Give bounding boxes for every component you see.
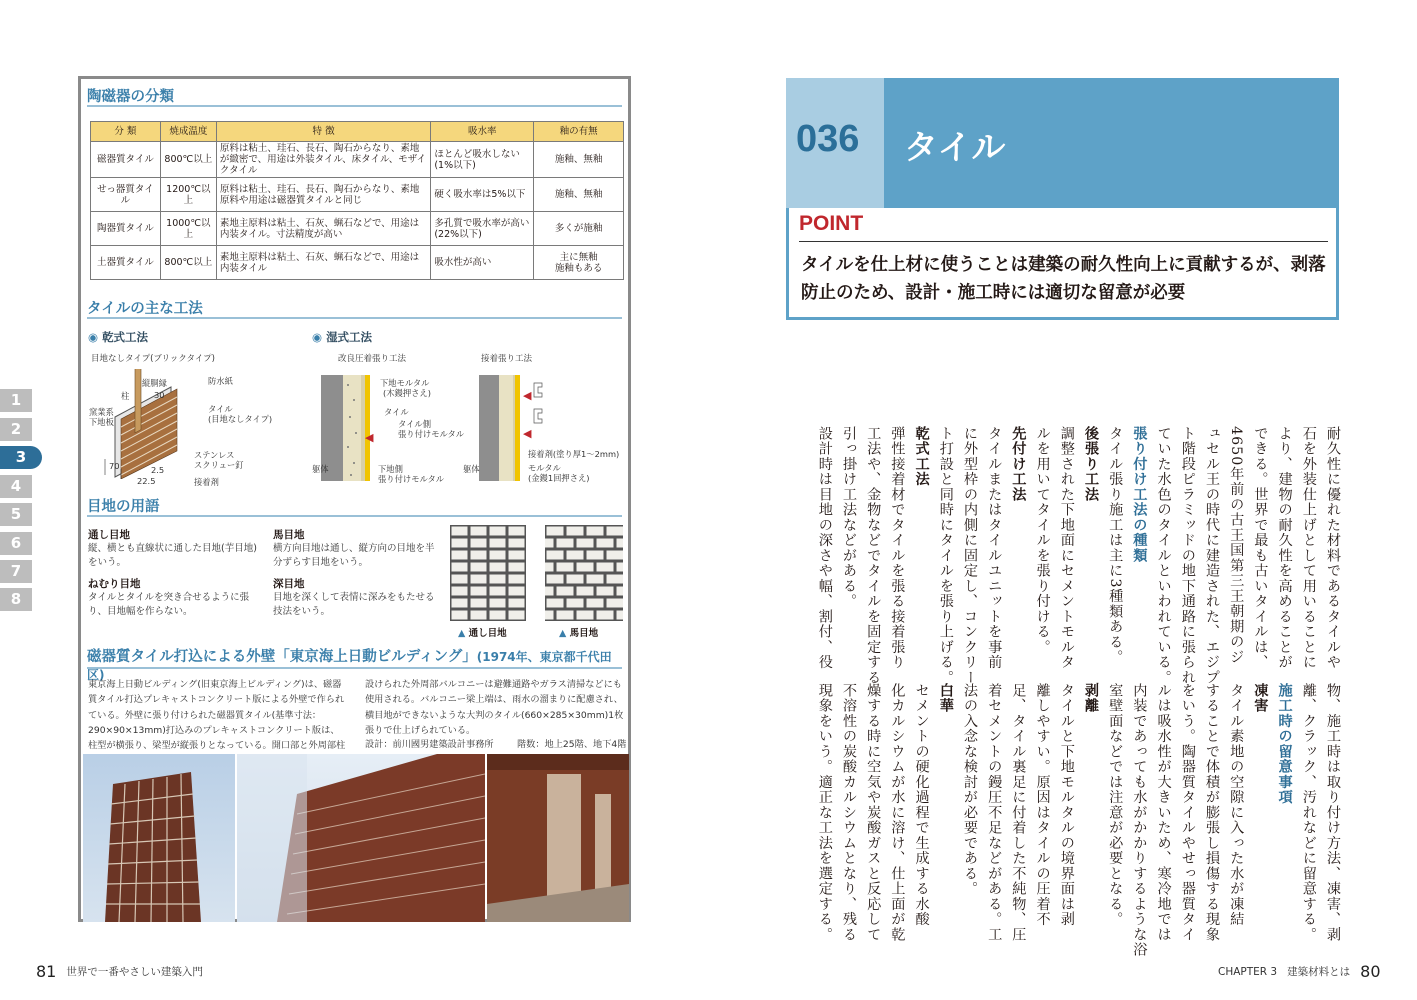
table-cell: 素地主原料は粘土、石灰、蝋石などで、用途は内装タイル。寸法精度が高い (216, 212, 431, 246)
annotation: 窯業系 (89, 407, 114, 417)
section-title-box (786, 78, 1339, 208)
annotation: 30 (154, 390, 165, 400)
joints-heading (87, 495, 622, 517)
text-column: 設計時は目地の深さや幅、割付、役 (816, 426, 833, 670)
annotation: 張り付けモルタル (398, 429, 465, 439)
straight-joint-caption (458, 625, 507, 639)
annotation: 柱 (121, 391, 130, 401)
annotation: タイル側 (398, 419, 432, 429)
text-column: 耐久性に優れた材料であるタイルや (1325, 426, 1341, 670)
text-column: ュセル王の時代に建造された、エジプ (1204, 426, 1220, 686)
annotation: 躯体 (312, 464, 329, 474)
text-column: 室壁面などでは注意が必要となる。 (1107, 683, 1124, 927)
term-title: 通し目地 (88, 529, 130, 541)
text-column: 燥する時に空気や炭酸ガスと反応して (865, 683, 882, 943)
dry-method-caption: 目地なしタイプ(ブリックタイプ) (91, 354, 215, 364)
annotation: スクリュー釘 (194, 460, 244, 470)
wet-method-caption-right: 接着張り工法 (481, 354, 533, 364)
text-column: 工法や、金物などでタイルを固定する (865, 426, 882, 686)
classification-heading-text: 陶磁器の分類 (87, 89, 174, 105)
bullet-icon: ◉ (88, 330, 99, 344)
building-heading-text: 磁器質タイル打込による外壁「東京海上日動ビルディング」 (87, 649, 477, 665)
wet-method-label (312, 329, 372, 345)
text-column: 石を外装仕上げとして用いることに (1300, 426, 1317, 670)
text-column: 不溶性の炭酸カルシウムとなり、残る (841, 683, 857, 943)
building-heading-sub: (1974年、東京都千代田区) (87, 650, 612, 682)
table-row (91, 212, 624, 246)
text-column: タイル張り施工は主に3種類ある。 (1107, 426, 1124, 665)
point-label: POINT (799, 212, 864, 235)
section-number: 036 (796, 118, 860, 160)
text-column: できる。世界で最も古いタイルは、 (1252, 426, 1269, 670)
building-floors: 階数：地上25階、地下4階 (517, 739, 627, 750)
table-header-cell: 分 類 (91, 122, 161, 142)
annotation: 接着剤(塗り厚1～2mm) (528, 449, 620, 459)
text-column: ていた水色のタイルといわれている。 (1155, 426, 1172, 686)
table-cell: 800℃以上 (160, 246, 216, 280)
wet-method-caption-left: 改良圧着張り工法 (338, 354, 407, 364)
classification-table (90, 121, 624, 280)
subheading: 施工時の留意事項 (1276, 683, 1293, 805)
term-title: 馬目地 (273, 529, 305, 541)
classification-heading (87, 85, 622, 107)
annotation: ステンレス (194, 450, 235, 460)
subheading: 乾式工法 (913, 426, 930, 487)
chapter-tab-1[interactable]: 1 (0, 389, 32, 412)
facade-illustration (237, 754, 485, 922)
table-cell: 硬く吸水率は5%以下 (431, 178, 534, 212)
section-title: タイル (904, 128, 1006, 168)
annotation: 22.5 (137, 476, 156, 486)
text-column: 離しやすい。原因はタイルの圧着不 (1034, 683, 1051, 927)
text-column: 引っ掛け工法などがある。 (841, 426, 857, 609)
annotation: 縦胴縁 (142, 378, 167, 388)
building-photo-3 (487, 754, 629, 922)
point-box (786, 208, 1339, 320)
annotation: モルタル (528, 463, 561, 473)
term-title: ねむり目地 (88, 578, 141, 590)
point-text: タイルを仕上材に使うことは建築の耐久性向上に貢献するが、剥落防止のため、設計・施工時には適切な留意が必要 (801, 255, 1326, 303)
annotation: 下地板 (89, 417, 114, 427)
term-desc: 横方向目地は通し、縦方向の目地を半分ずらす目地をいう。 (273, 543, 435, 568)
chapter-tab-3[interactable]: 3 (0, 446, 42, 469)
chapter-tab-6[interactable]: 6 (0, 532, 32, 555)
text-column: することで体積が膨張し損傷する現象 (1204, 683, 1220, 943)
chapter-tab-5[interactable]: 5 (0, 503, 32, 526)
running-bond-caption (559, 625, 598, 639)
text-column: 4650年前の古王国第三王朝期のジ (1228, 426, 1245, 665)
table-header-cell: 焼成温度 (160, 122, 216, 142)
term-desc: タイルとタイルを突き合せるように張り、目地幅を作らない。 (88, 592, 250, 617)
annotation: (目地なしタイプ) (208, 414, 273, 424)
caption-text: 馬目地 (569, 628, 599, 639)
table-cell: 1000℃以上 (160, 212, 216, 246)
annotation: タイル (208, 404, 233, 414)
straight-joint-pattern (450, 525, 526, 621)
building-text-col2: 設けられた外周部バルコニーは避難通路やガラス清掃などにも使用される。バルコニー梁上端は、雨水の溜まりに配慮され、横目地ができないような大判のタイル(660×285×30mm)1枚張りで仕上げられている。 (365, 679, 624, 736)
text-column: ト打設と同時にタイルを張り上げる。 (937, 426, 954, 686)
annotation: 躯体 (463, 464, 480, 474)
text-column: 調整された下地面にセメントモルタ (1058, 426, 1075, 670)
chapter-label: CHAPTER 3 (1218, 966, 1278, 978)
annotation: タイル (384, 407, 409, 417)
tower-illustration (83, 754, 235, 922)
chapter-tab-8[interactable]: 8 (0, 588, 32, 611)
text-column: をいう。陶器質タイルやせっ器質タイ (1179, 683, 1196, 943)
methods-heading-text: タイルの主な工法 (87, 301, 203, 317)
text-column: ト階段ピラミッドの地下通路に張られ (1179, 426, 1196, 686)
text-column: ルを用いてタイルを張り付ける。 (1034, 426, 1051, 655)
subheading: 白華 (937, 683, 954, 714)
building-heading (87, 645, 622, 682)
chapter-tab-4[interactable]: 4 (0, 475, 32, 498)
text-column: 内装であっても水がかかりするような浴 (1131, 683, 1148, 958)
red-arrow-icon: ◀ (365, 431, 374, 444)
subheading: 剥離 (1083, 683, 1099, 714)
annotation: 接着剤 (194, 477, 219, 487)
dry-method-label-text: 乾式工法 (102, 330, 149, 344)
table-cell: 多孔質で吸水率が高い(22%以下) (431, 212, 534, 246)
table-header-row (91, 122, 624, 142)
subheading: 張り付け工法の種類 (1131, 426, 1148, 564)
table-cell: 陶器質タイル (91, 212, 161, 246)
improved-press-diagram (321, 375, 381, 485)
subheading: 先付け工法 (1010, 426, 1027, 503)
table-header-cell: 釉の有無 (534, 122, 624, 142)
table-cell: 800℃以上 (160, 142, 216, 178)
page-number: 81 (36, 962, 57, 981)
annotation: (木鏝押さえ) (383, 388, 431, 398)
table-cell: 施釉、無釉 (534, 178, 624, 212)
text-column: ルは吸水性が大きいため、寒冷地では (1155, 683, 1172, 943)
table-row (91, 246, 624, 280)
chapter-tab-2[interactable]: 2 (0, 418, 32, 441)
term-desc: 縦、横とも直線状に通した目地(芋目地)をいう。 (88, 543, 257, 568)
table-row (91, 142, 624, 178)
text-column: 法の入念な検討が必要である。 (962, 683, 978, 897)
text-column: より、建物の耐久性を高めることが (1276, 426, 1293, 670)
text-column: 足、タイル裏足に付着した不純物、圧 (1010, 683, 1027, 943)
text-column: 現象をいう。適正な工法を選定する。 (816, 683, 833, 943)
caption-text: 通し目地 (468, 628, 507, 639)
methods-heading (87, 297, 622, 319)
annotation: 下地側 (378, 464, 403, 474)
chapter-title: 建築材料とは (1287, 966, 1351, 978)
table-header-cell: 吸水率 (431, 122, 534, 142)
table-cell: 原料は粘土、珪石、長石、陶石からなり、素地が緻密で、用途は外装タイル、床タイル、モザイクタイル (216, 142, 431, 178)
point-divider (799, 241, 1328, 242)
subheading: 凍害 (1252, 683, 1269, 714)
table-cell: 1200℃以上 (160, 178, 216, 212)
text-column: 離、クラック、汚れなどに留意する。 (1300, 683, 1317, 943)
table-header-cell: 特 徴 (216, 122, 431, 142)
page-number: 80 (1360, 962, 1381, 981)
dry-method-label (88, 329, 148, 345)
building-text-col1: 東京海上日動ビルディング(旧東京海上ビルディング)は、磁器質タイル打込プレキャストコンクリート版による外壁で作られている。外壁に張り付けられた磁器質タイル(基準寸法：290×90×13mm)打込みのプレキャストコンクリート版は、柱型が横張り、梁型が縦張りとなっている。開口部と外周部柱 (88, 679, 346, 752)
annotation: (金鏝1回押さえ) (528, 473, 590, 483)
annotation: 70 (109, 461, 120, 471)
table-cell: 原料は粘土、珪石、長石、陶石からなり、素地原料や用途は磁器質タイルと同じ (216, 178, 431, 212)
bullet-icon: ◉ (312, 330, 323, 344)
running-bond-pattern (545, 525, 623, 621)
joints-heading-text: 目地の用語 (87, 499, 160, 515)
table-cell: 磁器質タイル (91, 142, 161, 178)
subheading: 後張り工法 (1083, 426, 1099, 503)
text-column: 着セメントの鏝圧不足などがある。工 (986, 683, 1003, 943)
triangle-icon: ▲ (559, 628, 567, 639)
table-cell: ほとんど吸水しない(1%以下) (431, 142, 534, 178)
text-column: タイル素地の空隙に入った水が凍結 (1228, 683, 1245, 927)
text-column: 弾性接着材でタイルを張る接着張り (889, 426, 906, 670)
wet-method-label-text: 湿式工法 (326, 330, 373, 344)
table-cell: 土器質タイル (91, 246, 161, 280)
left-footer (36, 962, 203, 981)
triangle-icon: ▲ (458, 628, 466, 639)
building-photo-2 (237, 754, 485, 922)
building-photo-1 (83, 754, 235, 922)
term-title: 深目地 (273, 578, 305, 590)
text-column: 物、施工時は取り付け方法、凍害、剥 (1325, 683, 1341, 943)
building-credit: 設計：前川國男建築設計事務所 (365, 739, 494, 750)
text-column: タイルまたはタイルユニットを事前 (986, 426, 1003, 670)
annotation: 防水紙 (208, 376, 233, 386)
text-column: セメントの硬化過程で生成する水酸 (913, 683, 930, 927)
text-column: に外型枠の内側に固定し、コンクリー (962, 426, 978, 686)
annotation: 張り付けモルタル (378, 474, 445, 484)
text-column: タイルと下地モルタルの境界面は剥 (1058, 683, 1075, 927)
table-cell: せっ器質タイル (91, 178, 161, 212)
table-cell: 施釉、無釉 (534, 142, 624, 178)
left-info-panel (78, 76, 631, 922)
red-arrow-icon: ◀ (523, 389, 532, 402)
annotation: 下地モルタル (380, 378, 430, 388)
annotation: 2.5 (151, 465, 165, 475)
chapter-tab-7[interactable]: 7 (0, 560, 32, 583)
table-row (91, 178, 624, 212)
right-footer (1218, 962, 1381, 981)
table-cell: 主に無釉 施釉もある (534, 246, 624, 280)
table-cell: 素地主原料は粘土、石灰、蝋石などで、用途は内装タイル (216, 246, 431, 280)
table-cell: 吸水性が高い (431, 246, 534, 280)
table-cell: 多くが施釉 (534, 212, 624, 246)
text-column: 化カルシウムが水に溶け、仕上面が乾 (889, 683, 906, 943)
book-title: 世界で一番やさしい建築入門 (66, 966, 203, 978)
term-desc: 目地を深くして表情に深みをもたせる技法をいう。 (273, 592, 435, 617)
colonnade-illustration (487, 754, 629, 922)
red-arrow-icon: ◀ (523, 427, 532, 440)
section-number-box (786, 78, 884, 208)
